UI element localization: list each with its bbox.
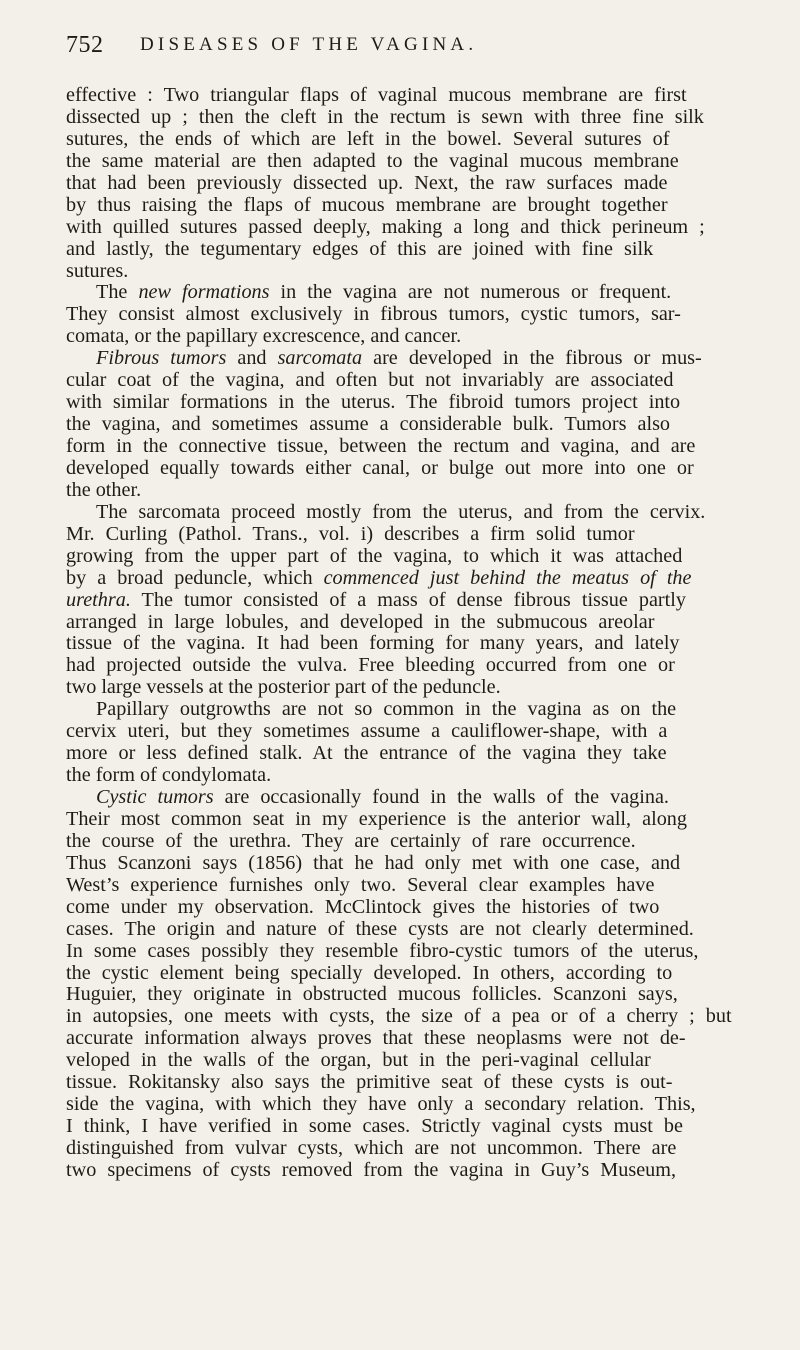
text-run: tissue. Rokitansky also says the primitive seat of these cysts is out- — [66, 1071, 673, 1094]
text-run: West’s experience furnishes only two. Several clear examples have — [66, 873, 655, 896]
text-line — [66, 239, 760, 261]
text-line — [66, 568, 760, 590]
text-run: cular coat of the vagina, and often but not invariably are associated — [66, 369, 674, 392]
italic-text: sarcomata — [277, 347, 363, 370]
text-line — [66, 458, 760, 480]
text-run: in autopsies, one meets with cysts, the size of a pea or of a cherry ; but — [66, 1005, 732, 1028]
text-run: accurate information always proves that these neoplasms were not de- — [66, 1027, 686, 1050]
text-run: the form of condylomata. — [66, 764, 272, 787]
text-run: I think, I have verified in some cases. Strictly vaginal cysts must be — [66, 1115, 683, 1138]
text-run: They consist almost exclusively in fibrous tumors, cystic tumors, sar- — [66, 303, 681, 326]
text-line — [66, 633, 760, 655]
text-line — [66, 1006, 760, 1028]
text-run: by thus raising the flaps of mucous membrane are brought together — [66, 193, 668, 216]
text-run: that had been previously dissected up. Next, the raw surfaces made — [66, 171, 668, 194]
text-line — [66, 1050, 760, 1072]
italic-text: new formations — [138, 281, 270, 304]
text-run: Papillary outgrowths are not so common in the vagina as on the — [96, 698, 677, 721]
text-run: comata, or the papillary excrescence, and cancer. — [66, 325, 462, 348]
text-run: two specimens of cysts removed from the vagina in Guy’s Museum, — [66, 1158, 677, 1181]
text-run: cases. The origin and nature of these cysts are not clearly determined. — [66, 917, 694, 940]
text-line — [66, 414, 760, 436]
text-line — [66, 853, 760, 875]
text-run: the same material are then adapted to the vaginal mucous membrane — [66, 149, 679, 172]
page-number: 752 — [66, 32, 104, 58]
text-line — [66, 765, 760, 787]
text-line — [66, 107, 760, 129]
text-run: and lastly, the tegumentary edges of this are joined with fine silk — [66, 237, 654, 260]
text-run: The sarcomata proceed mostly from the uterus, and from the cervix. — [96, 500, 706, 523]
text-run: and — [226, 347, 278, 370]
text-line — [66, 129, 760, 151]
text-run: sutures, the ends of which are left in the bowel. Several sutures of — [66, 127, 670, 150]
text-run: are occasionally found in the walls of the vagina. — [213, 786, 669, 808]
body-text — [66, 85, 760, 1182]
text-line — [66, 261, 760, 283]
text-run: developed equally towards either canal, or bulge out more into one or — [66, 456, 694, 479]
text-run: Thus Scanzoni says (1856) that he had only met with one case, and — [66, 851, 681, 874]
text-run: Mr. Curling (Pathol. Trans., vol. i) describes a firm solid tumor — [66, 522, 635, 545]
text-line — [66, 480, 760, 502]
text-line — [66, 677, 760, 699]
text-line — [66, 392, 760, 414]
text-line — [66, 1028, 760, 1050]
text-line — [66, 831, 760, 853]
text-run: had projected outside the vulva. Free bleeding occurred from one or — [66, 654, 675, 677]
text-run: distinguished from vulvar cysts, which are not uncommon. There are — [66, 1137, 677, 1159]
text-line — [66, 348, 760, 370]
page-header — [66, 31, 766, 65]
text-run: the cystic element being specially developed. In others, according to — [66, 961, 673, 984]
text-line — [66, 1138, 760, 1160]
text-run: cervix uteri, but they sometimes assume a cauliflower-shape, with a — [66, 720, 668, 743]
text-run: veloped in the walls of the organ, but in the peri-vaginal cellular — [66, 1049, 651, 1072]
text-run: more or less defined stalk. At the entrance of the vagina they take — [66, 742, 667, 765]
text-line — [66, 282, 760, 304]
text-line — [66, 370, 760, 392]
text-line — [66, 524, 760, 546]
text-run: form in the connective tissue, between the rectum and vagina, and are — [66, 435, 696, 457]
text-line — [66, 502, 760, 524]
text-run: arranged in large lobules, and developed in the submucous areolar — [66, 610, 655, 633]
text-line — [66, 612, 760, 634]
text-line — [66, 151, 760, 173]
text-line — [66, 699, 760, 721]
text-line — [66, 304, 760, 326]
text-run: sutures. — [66, 259, 129, 282]
text-line — [66, 1094, 760, 1116]
italic-text: urethra. — [66, 588, 131, 611]
text-run: with quilled sutures passed deeply, making a long and thick perineum ; — [66, 215, 705, 238]
text-line — [66, 875, 760, 897]
text-run: The tumor consisted of a mass of dense fibrous tissue partly — [130, 588, 686, 611]
text-line — [66, 1072, 760, 1094]
italic-text: Fibrous tumors — [96, 347, 227, 370]
text-run: Their most common seat in my experience is the anterior wall, along — [66, 807, 687, 830]
text-run: Huguier, they originate in obstructed mucous follicles. Scanzoni says, — [66, 983, 678, 1006]
text-run: side the vagina, with which they have only a secondary relation. This, — [66, 1093, 696, 1116]
text-run: In some cases possibly they resemble fibro-cystic tumors of the uterus, — [66, 939, 699, 962]
text-line — [66, 919, 760, 941]
text-run: effective : Two triangular flaps of vaginal mucous membrane are first — [66, 84, 687, 106]
text-line — [66, 941, 760, 963]
text-run: tissue of the vagina. It had been forming for many years, and lately — [66, 632, 680, 655]
text-run: two large vessels at the posterior part of the peduncle. — [66, 676, 501, 699]
text-run: growing from the upper part of the vagina, to which it was attached — [66, 544, 683, 567]
italic-text: Cystic tumors — [96, 786, 214, 808]
italic-text: commenced just behind the meatus of the — [323, 566, 692, 589]
text-line — [66, 590, 760, 612]
text-run: with similar formations in the uterus. The fibroid tumors project into — [66, 391, 681, 414]
text-run: by a broad peduncle, which — [66, 566, 324, 589]
text-run: the vagina, and sometimes assume a considerable bulk. Tumors also — [66, 413, 671, 436]
text-line — [66, 1160, 760, 1182]
text-line — [66, 85, 760, 107]
text-run: The — [96, 281, 139, 304]
text-line — [66, 655, 760, 677]
text-line — [66, 195, 760, 217]
text-run: are developed in the fibrous or mus- — [362, 347, 702, 370]
text-run: come under my observation. McClintock gives the histories of two — [66, 895, 660, 918]
text-line — [66, 984, 760, 1006]
text-line — [66, 721, 760, 743]
text-line — [66, 809, 760, 831]
text-run: dissected up ; then the cleft in the rectum is sewn with three fine silk — [66, 105, 704, 128]
text-line — [66, 1116, 760, 1138]
text-run: the course of the urethra. They are certainly of rare occurrence. — [66, 829, 636, 852]
text-line — [66, 963, 760, 985]
running-head: DISEASES OF THE VAGINA. — [140, 34, 478, 55]
text-line — [66, 787, 760, 809]
text-line — [66, 326, 760, 348]
text-line — [66, 897, 760, 919]
text-line — [66, 546, 760, 568]
text-run: in the vagina are not numerous or frequent. — [269, 281, 672, 304]
text-run: the other. — [66, 478, 142, 501]
text-line — [66, 743, 760, 765]
text-line — [66, 217, 760, 239]
text-line — [66, 173, 760, 195]
text-line — [66, 436, 760, 458]
